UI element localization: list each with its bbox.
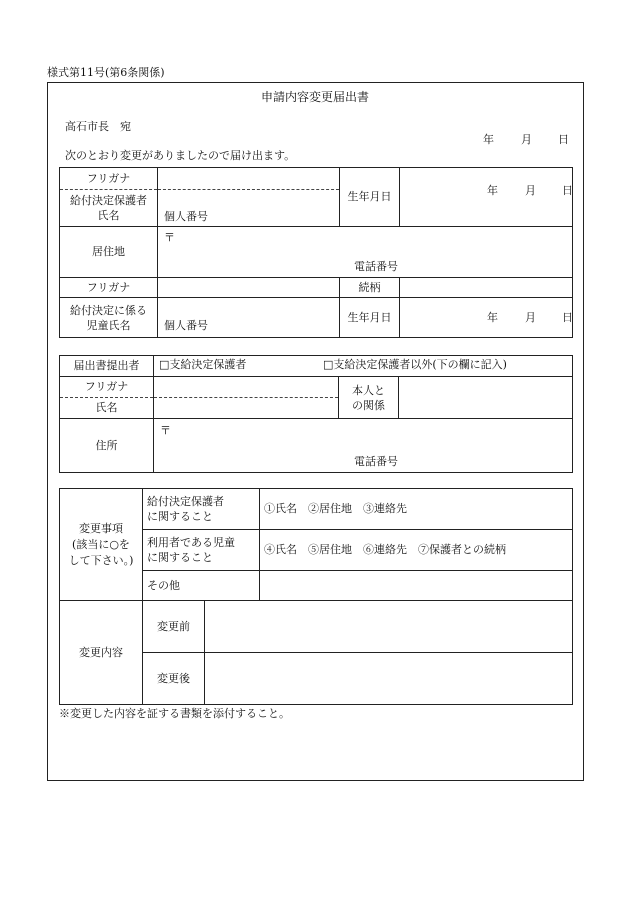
footnote: ※変更した内容を証する書類を添付すること。 — [59, 707, 290, 720]
relationship-field[interactable] — [400, 278, 573, 298]
submitter-options — [154, 356, 573, 377]
month-label: 月 — [521, 133, 532, 146]
furigana-label-3: フリガナ — [60, 377, 154, 398]
relationship-label: 続柄 — [340, 278, 400, 298]
individual-number-label: 個人番号 — [164, 210, 208, 223]
intro-text: 次のとおり変更がありましたので届け出ます。 — [65, 149, 296, 162]
guardian-furigana-field[interactable] — [158, 168, 340, 190]
child-name-label: 給付決定に係る 児童氏名 — [60, 298, 158, 338]
change-content-label: 変更内容 — [60, 601, 143, 705]
submitter-table — [59, 355, 573, 473]
option-other-checkbox[interactable]: □支給決定保護者以外(下の欄に記入) — [323, 358, 507, 371]
addressee: 高石市長 宛 — [65, 120, 131, 133]
month-label: 月 — [525, 184, 536, 197]
address-label: 住所 — [60, 419, 154, 473]
furigana-label-2: フリガナ — [60, 278, 158, 298]
month-label: 月 — [525, 311, 536, 324]
form-number: 様式第11号(第6条関係) — [47, 66, 165, 79]
postal-mark-2: 〒 — [160, 424, 171, 437]
guardian-name-field[interactable] — [158, 190, 340, 227]
birth-date-label: 生年月日 — [340, 168, 400, 227]
other-field[interactable] — [260, 571, 573, 601]
year-label: 年 — [487, 311, 498, 324]
guardian-change-options[interactable]: ①氏名 ②居住地 ③連絡先 — [260, 489, 573, 530]
birth-date-label-2: 生年月日 — [340, 298, 400, 338]
year-label: 年 — [487, 184, 498, 197]
after-label: 変更後 — [143, 653, 205, 705]
individual-number-label-2: 個人番号 — [164, 319, 208, 332]
child-related-label: 利用者である児童 に関すること — [143, 530, 260, 571]
after-field[interactable] — [205, 653, 573, 705]
submitter-name-field[interactable] — [154, 398, 339, 419]
year-label: 年 — [483, 133, 494, 146]
guardian-name-label: 給付決定保護者 氏名 — [60, 190, 158, 227]
phone-label-2: 電話番号 — [354, 455, 398, 468]
name-label: 氏名 — [60, 398, 154, 419]
residence-field[interactable] — [158, 227, 573, 278]
submitter-label: 届出書提出者 — [60, 356, 154, 377]
child-name-field[interactable] — [158, 298, 340, 338]
form-title: 申請内容変更届出書 — [260, 90, 369, 104]
guardian-related-label: 給付決定保護者 に関すること — [143, 489, 260, 530]
change-table — [59, 488, 573, 705]
day-label: 日 — [558, 133, 569, 146]
child-change-options[interactable]: ④氏名 ⑤居住地 ⑥連絡先 ⑦保護者との続柄 — [260, 530, 573, 571]
day-label: 日 — [562, 311, 573, 324]
before-label: 変更前 — [143, 601, 205, 653]
phone-label: 電話番号 — [354, 260, 398, 273]
residence-label: 居住地 — [60, 227, 158, 278]
day-label: 日 — [562, 184, 573, 197]
change-items-label: 変更事項 (該当に○を して下さい。) — [60, 489, 143, 601]
guardian-birth-date-field[interactable] — [400, 168, 573, 227]
other-label: その他 — [143, 571, 260, 601]
option-guardian-checkbox[interactable]: □支給決定保護者 — [159, 358, 247, 371]
postal-mark: 〒 — [164, 231, 175, 244]
guardian-info-table — [59, 167, 573, 338]
address-field[interactable] — [154, 419, 573, 473]
relation-field[interactable] — [399, 377, 573, 419]
relation-label: 本人と の関係 — [339, 377, 399, 419]
child-birth-date-field[interactable] — [400, 298, 573, 338]
child-furigana-field[interactable] — [158, 278, 340, 298]
before-field[interactable] — [205, 601, 573, 653]
furigana-label: フリガナ — [60, 168, 158, 190]
submitter-furigana-field[interactable] — [154, 377, 339, 398]
